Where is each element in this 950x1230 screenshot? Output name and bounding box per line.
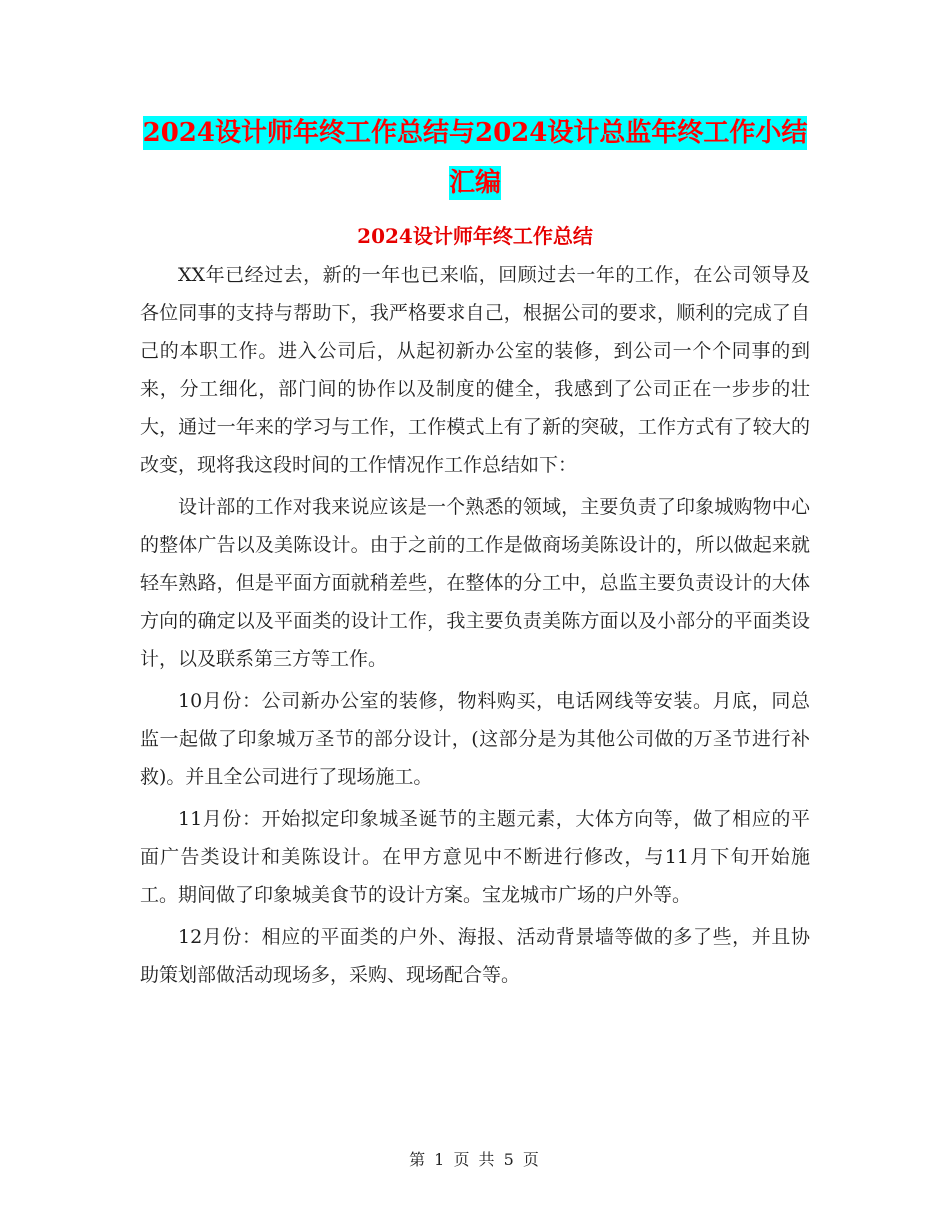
document-title: [140, 108, 810, 208]
body-text: [140, 256, 810, 998]
paragraph: 11月份：开始拟定印象城圣诞节的主题元素，大体方向等，做了相应的平面广告类设计和美陈设计。在甲方意见中不断进行修改，与11月下旬开始施工。期间做了印象城美食节的设计方案。宝龙城市广场的户外等。: [140, 808, 810, 906]
section-heading: 2024设计师年终工作总结: [357, 224, 593, 248]
page-footer: 第 1 页 共 5 页: [409, 1150, 541, 1169]
paragraph: XX年已经过去，新的一年也已来临，回顾过去一年的工作，在公司领导及各位同事的支持与帮助下，我严格要求自己，根据公司的要求，顺利的完成了自己的本职工作。进入公司后，从起初新办公室的装修，到公司一个个同事的到来，分工细化，部门间的协作以及制度的健全，我感到了公司正在一步步的壮大，通过一年来的学习与工作，工作模式上有了新的突破，工作方式有了较大的改变，现将我这段时间的工作情况作工作总结如下：: [140, 264, 810, 476]
paragraph: 设计部的工作对我来说应该是一个熟悉的领域，主要负责了印象城购物中心的整体广告以及美陈设计。由于之前的工作是做商场美陈设计的，所以做起来就轻车熟路，但是平面方面就稍差些，在整体的分工中，总监主要负责设计的大体方向的确定以及平面类的设计工作，我主要负责美陈方面以及小部分的平面类设计，以及联系第三方等工作。: [140, 496, 810, 670]
document-title-text: 2024设计师年终工作总结与2024设计总监年终工作小结汇编: [142, 118, 808, 198]
paragraph: 12月份：相应的平面类的户外、海报、活动背景墙等做的多了些，并且协助策划部做活动现场多，采购、现场配合等。: [140, 926, 810, 986]
paragraph: 10月份：公司新办公室的装修，物料购买，电话网线等安装。月底，同总监一起做了印象城万圣节的部分设计，(这部分是为其他公司做的万圣节进行补救)。并且全公司进行了现场施工。: [140, 690, 810, 788]
